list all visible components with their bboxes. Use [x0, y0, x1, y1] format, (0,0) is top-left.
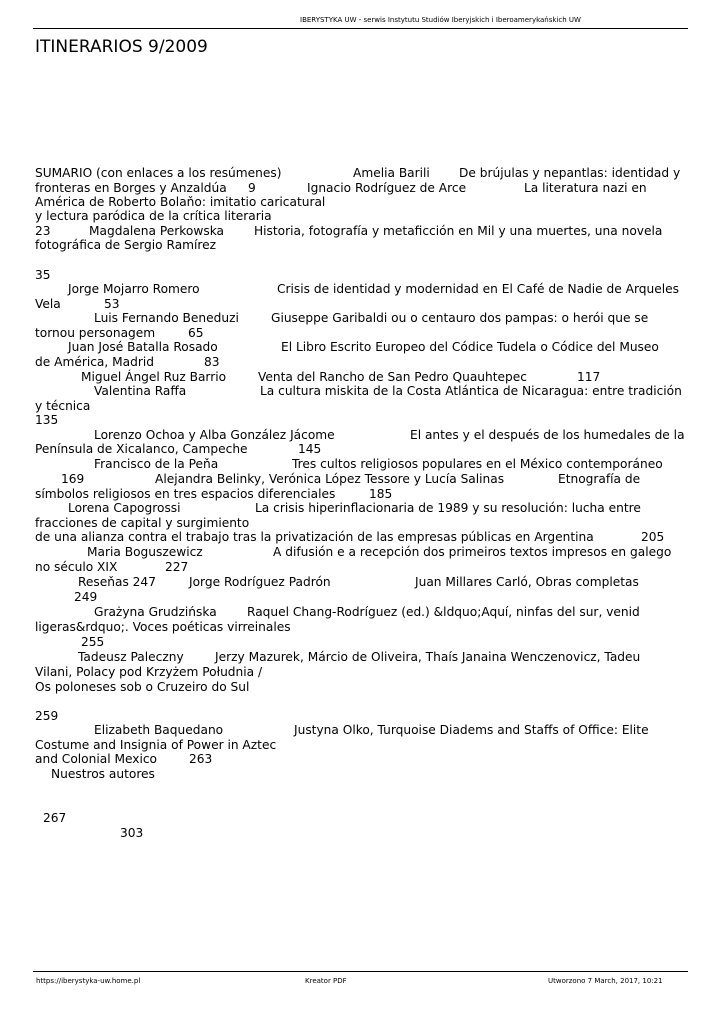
- toc-page-number: 267: [43, 811, 67, 825]
- toc-page-number: 169: [61, 472, 85, 486]
- toc-page-number: 83: [204, 355, 220, 369]
- toc-author: Jorge Mojarro Romero: [68, 282, 200, 296]
- toc-page-number: 205: [641, 530, 665, 544]
- toc-article-title: símbolos religiosos en tres espacios diferenciales: [35, 487, 336, 501]
- toc-author: Maria Boguszewicz: [87, 545, 203, 559]
- toc-article-title: Vela: [35, 297, 61, 311]
- toc-article-title: Os poloneses sob o Cruzeiro do Sul: [35, 680, 250, 694]
- toc-section-heading: Reseňas 247: [78, 575, 156, 589]
- toc-article-title: fracciones de capital y surgimiento: [35, 516, 250, 530]
- toc-article-title: La literatura nazi en: [524, 181, 647, 195]
- toc-page-number: 117: [577, 370, 601, 384]
- toc-article-title: fotográfica de Sergio Ramírez: [35, 238, 217, 252]
- toc-article-title: y lectura paródica de la crítica literaria: [35, 209, 272, 223]
- toc-author: Alejandra Belinky, Verónica López Tessore y Lucía Salinas: [155, 472, 505, 486]
- toc-article-title: Crisis de identidad y modernidad en El Café de Nadie de Arqueles: [277, 282, 679, 296]
- toc-article-title: El Libro Escrito Europeo del Códice Tudela o Códice del Museo: [281, 340, 659, 354]
- toc-article-title: De brújulas y nepantlas: identidad y: [459, 166, 681, 180]
- toc-author: Miguel Ángel Ruz Barrio: [81, 370, 227, 384]
- toc-author: Ignacio Rodríguez de Arce: [307, 181, 467, 195]
- toc-article-title: Historia, fotografía y metaficción en Mil y una muertes, una novela: [254, 224, 663, 238]
- toc-page-number: 135: [35, 413, 59, 427]
- page-header-text: IBERYSTYKA UW - serwis Instytutu Studiów Iberyjskich i Iberoamerykańskich UW: [300, 16, 581, 24]
- toc-article-title: Justyna Olko, Turquoise Diadems and Staffs of Office: Elite: [294, 723, 649, 737]
- footer-site-link[interactable]: https://iberystyka-uw.home.pl: [36, 977, 141, 985]
- toc-article-title: Etnografía de: [558, 472, 641, 486]
- toc-article-title: Península de Xicalanco, Campeche: [35, 442, 248, 456]
- toc-article-title: ligeras&rdquo;. Voces poéticas virreinales: [35, 620, 291, 634]
- toc-article-title: Jerzy Mazurek, Márcio de Oliveira, Thaís Janaina Wenczenovicz, Tadeu: [215, 650, 641, 664]
- toc-page-number: 303: [120, 826, 144, 840]
- toc-article-title: and Colonial Mexico: [35, 752, 158, 766]
- toc-article-title: El antes y el después de los humedales de la: [410, 428, 685, 442]
- toc-article-title: La crisis hiperinflacionaria de 1989 y su resolución: lucha entre: [255, 501, 641, 515]
- toc-page-number: 263: [189, 752, 213, 766]
- toc-article-title: Costume and Insignia of Power in Aztec: [35, 738, 277, 752]
- toc-page-number: 259: [35, 709, 59, 723]
- toc-article-title: y técnica: [35, 399, 91, 413]
- toc-article-title: no século XIX: [35, 560, 118, 574]
- toc-article-title: A difusión e a recepción dos primeiros textos impresos en galego: [273, 545, 672, 559]
- toc-section-heading: Nuestros autores: [51, 767, 155, 781]
- toc-article-title: de América, Madrid: [35, 355, 154, 369]
- toc-author: Valentina Raffa: [94, 384, 187, 398]
- toc-author: Juan José Batalla Rosado: [68, 340, 218, 354]
- footer-created-date: Utworzono 7 March, 2017, 10:21: [548, 977, 663, 985]
- toc-article-title: Venta del Rancho de San Pedro Quauhtepec: [258, 370, 527, 384]
- footer-generator: Kreator PDF: [305, 977, 347, 985]
- toc-author: Lorenzo Ochoa y Alba González Jácome: [94, 428, 335, 442]
- toc-page-number: 23: [35, 224, 51, 238]
- toc-page-number: 145: [298, 442, 322, 456]
- document-title: ITINERARIOS 9/2009: [35, 37, 208, 57]
- toc-author: Lorena Capogrossi: [68, 501, 181, 515]
- toc-author: Amelia Barili: [353, 166, 430, 180]
- toc-author: Francisco de la Peňa: [94, 457, 219, 471]
- toc-article-title: Tres cultos religiosos populares en el México contemporáneo: [292, 457, 663, 471]
- toc-article-title: fronteras en Borges y Anzaldúa: [35, 181, 227, 195]
- toc-author: Luis Fernando Beneduzi: [94, 311, 239, 325]
- toc-article-title: América de Roberto Bolaňo: imitatio caricatural: [35, 195, 326, 209]
- toc-article-title: tornou personagem: [35, 326, 156, 340]
- toc-article-title: de una alianza contra el trabajo tras la privatización de las empresas públicas en Argentina: [35, 530, 594, 544]
- toc-page-number: 255: [81, 635, 105, 649]
- toc-article-title: Vilani, Polacy pod Krzyżem Południa /: [35, 665, 263, 679]
- toc-author: Magdalena Perkowska: [89, 224, 225, 238]
- toc-heading-link[interactable]: SUMARIO (con enlaces a los resúmenes): [35, 166, 282, 180]
- toc-page-number: 185: [369, 487, 393, 501]
- toc-article-title: Giuseppe Garibaldi ou o centauro dos pampas: o herói que se: [271, 311, 649, 325]
- toc-author: Grażyna Grudzińska: [94, 605, 217, 619]
- toc-author: Jorge Rodríguez Padrón: [189, 575, 331, 589]
- toc-author: Elizabeth Baquedano: [94, 723, 224, 737]
- toc-page-number: 9: [248, 181, 256, 195]
- toc-article-title: La cultura miskita de la Costa Atlántica de Nicaragua: entre tradición: [260, 384, 682, 398]
- toc-article-title: Raquel Chang-Rodríguez (ed.) &ldquo;Aquí, ninfas del sur, venid: [247, 605, 640, 619]
- toc-page-number: 249: [74, 590, 98, 604]
- toc-article-title: Juan Millares Carló, Obras completas: [415, 575, 639, 589]
- footer-divider: [33, 971, 688, 972]
- toc-page-number: 35: [35, 268, 51, 282]
- toc-page-number: 227: [165, 560, 189, 574]
- toc-author: Tadeusz Paleczny: [78, 650, 184, 664]
- toc-page-number: 53: [104, 297, 120, 311]
- toc-page-number: 65: [188, 326, 204, 340]
